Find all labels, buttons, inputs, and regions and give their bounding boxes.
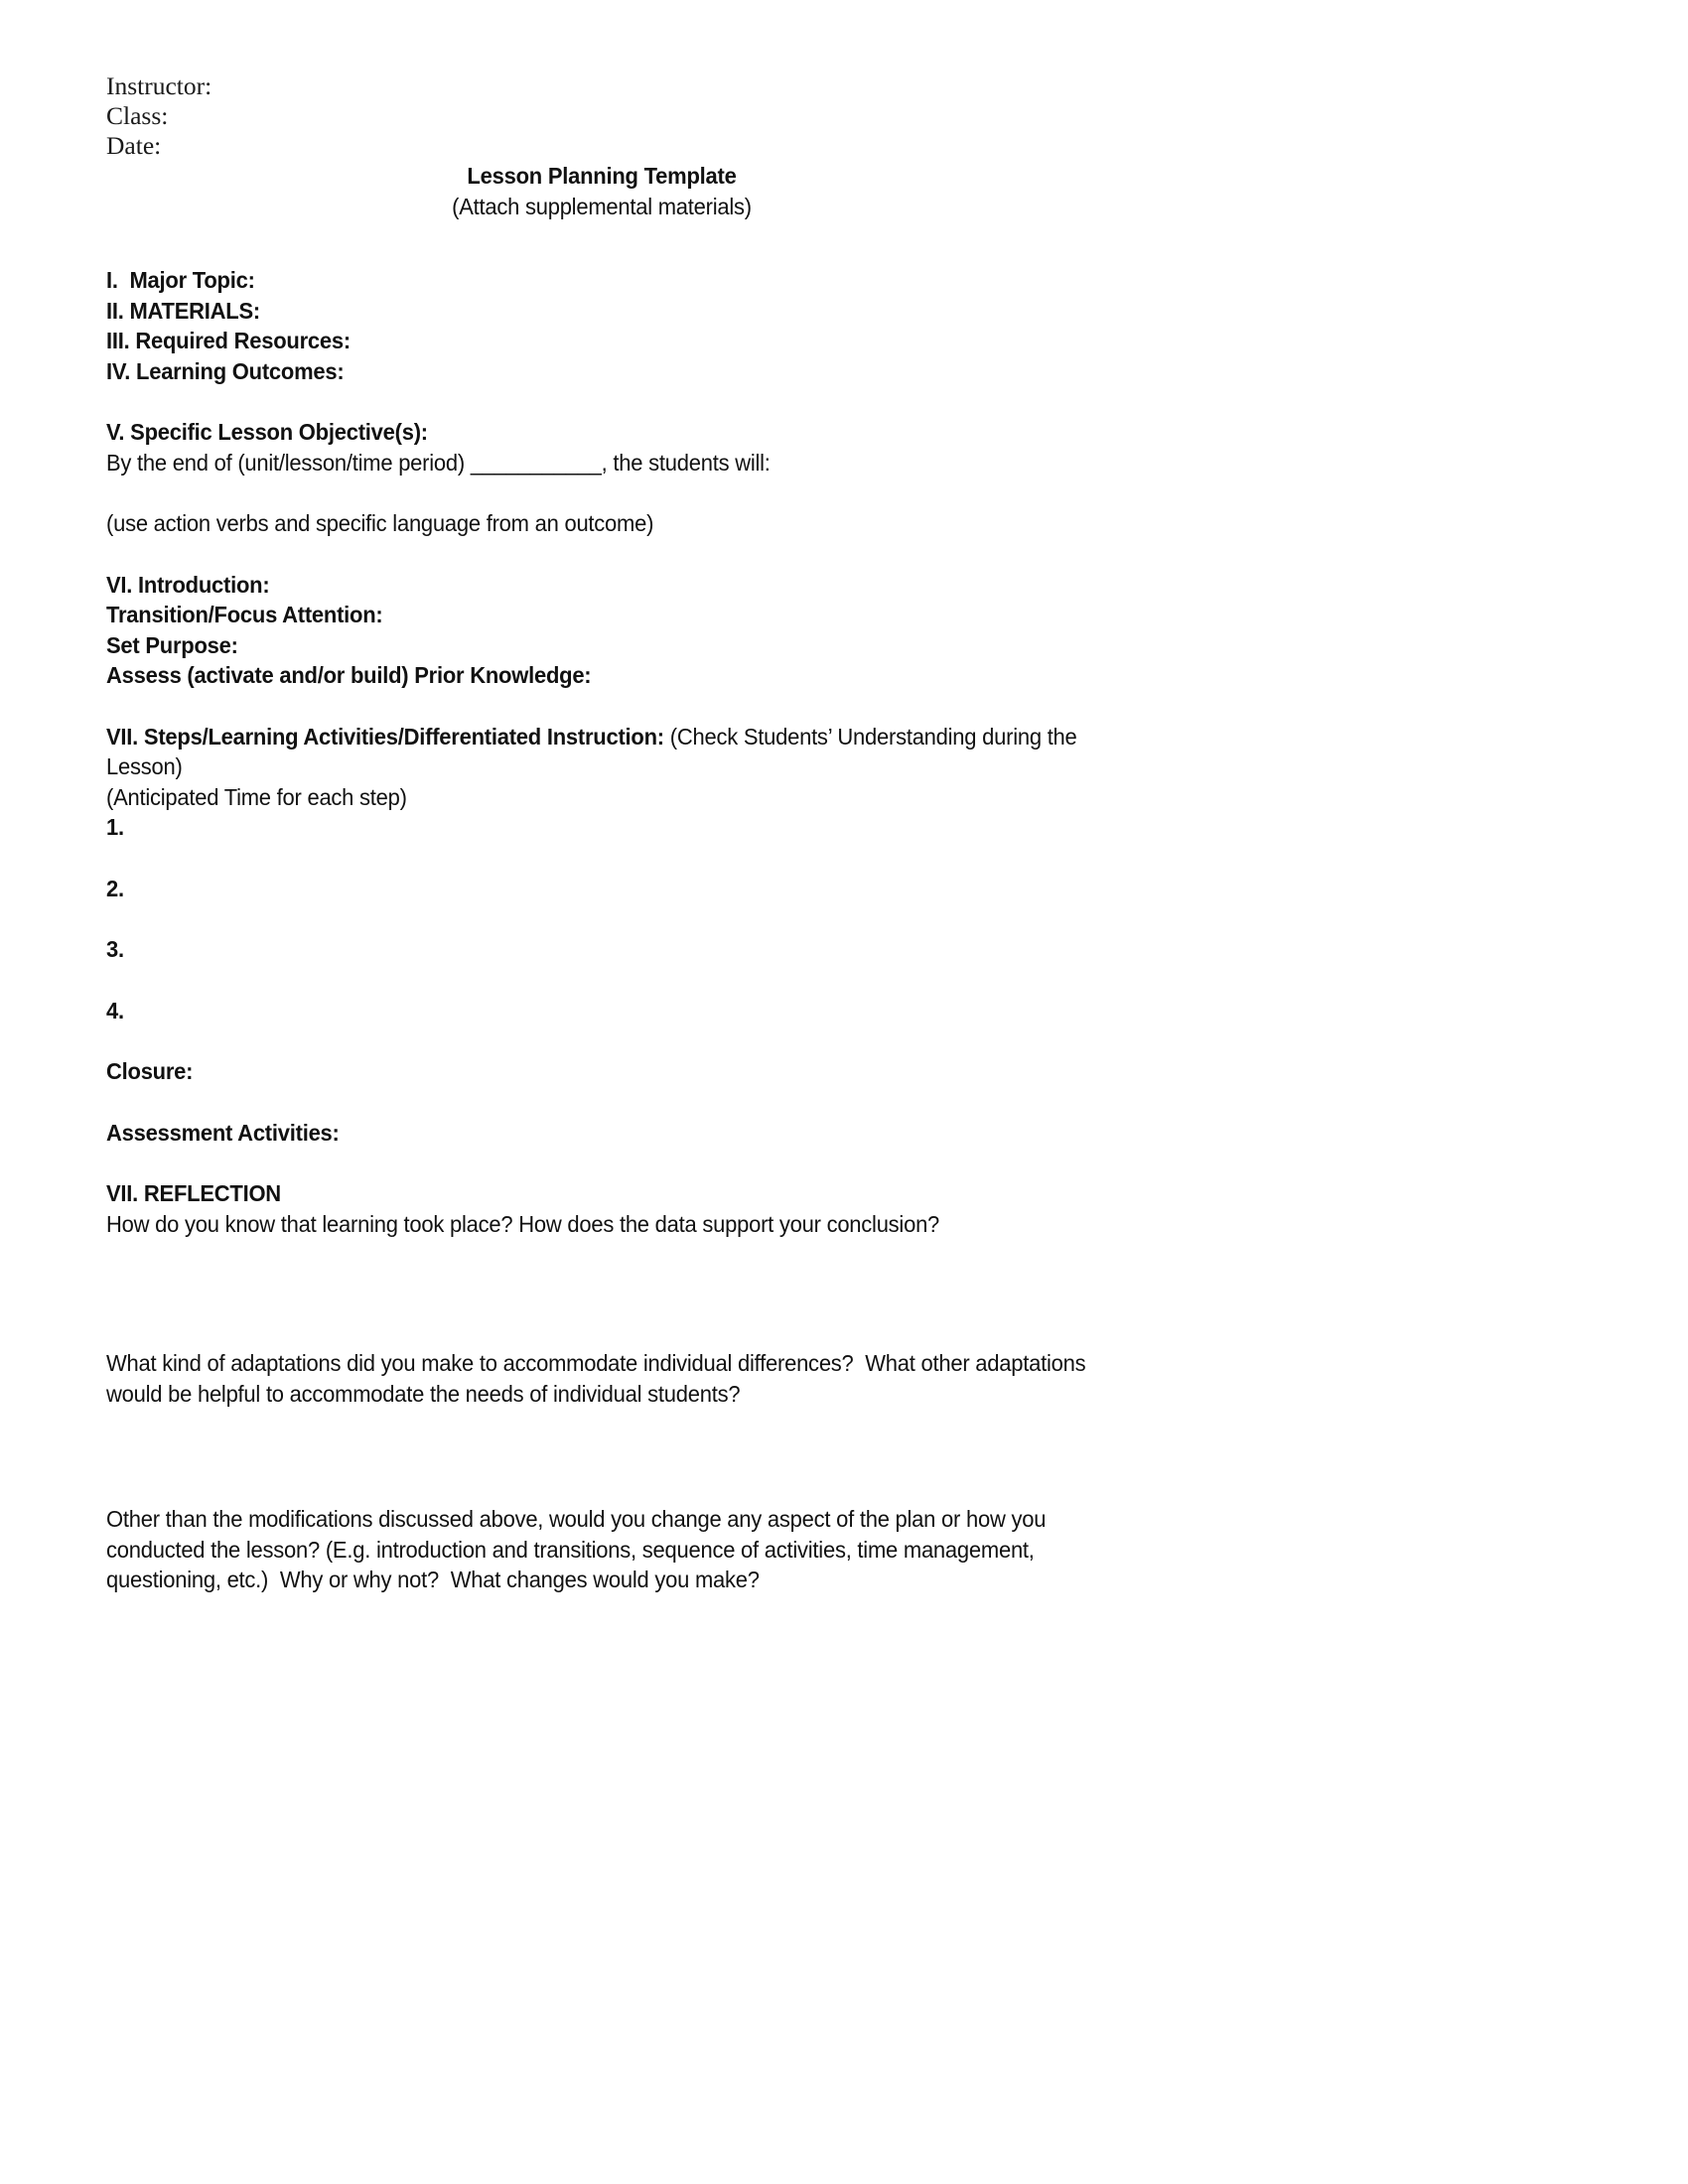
document-body bbox=[106, 71, 1097, 1595]
section-reflection-heading: VII. REFLECTION bbox=[106, 1180, 281, 1206]
section-steps-heading-rest: (Check Students’ Understanding during the Lesson) bbox=[106, 723, 1083, 779]
page-subtitle: (Attach supplemental materials) bbox=[452, 193, 752, 219]
section-assessment-activities: Assessment Activities: bbox=[106, 1119, 340, 1146]
step-item: 1. bbox=[106, 814, 124, 840]
title-block bbox=[106, 161, 1097, 221]
section-set-purpose: Set Purpose: bbox=[106, 631, 238, 658]
section-assess-prior-knowledge: Assess (activate and/or build) Prior Knowledge: bbox=[106, 662, 592, 688]
section-transition-focus: Transition/Focus Attention: bbox=[106, 602, 383, 627]
section-specific-objectives-heading: V. Specific Lesson Objective(s): bbox=[106, 419, 428, 445]
instructor-label: Instructor: bbox=[106, 71, 212, 100]
reflection-question-3: Other than the modifications discussed above, would you change any aspect of the plan or how you conducted the lesson? (E.g. introduction and transitions, sequence of activities, time management, questioning, etc.) Why or why not? What changes would you make? bbox=[106, 1506, 1053, 1592]
step-item: 3. bbox=[106, 936, 124, 962]
reflection-question-2: What kind of adaptations did you make to accommodate individual differences? What other adaptations would be helpful to accommodate the needs of individual students? bbox=[106, 1350, 1092, 1407]
section-steps-subnote: (Anticipated Time for each step) bbox=[106, 783, 407, 810]
section-steps-heading-bold: VII. Steps/Learning Activities/Differentiated Instruction: bbox=[106, 723, 664, 750]
page-title: Lesson Planning Template bbox=[467, 163, 737, 189]
section-learning-outcomes: IV. Learning Outcomes: bbox=[106, 357, 345, 384]
step-item: 4. bbox=[106, 997, 124, 1024]
section-introduction-heading: VI. Introduction: bbox=[106, 571, 270, 598]
section-specific-objectives-body: By the end of (unit/lesson/time period) ___________, the students will: bbox=[106, 449, 771, 476]
section-major-topic: I. Major Topic: bbox=[106, 267, 255, 293]
section-steps-heading bbox=[106, 722, 1098, 782]
class-label: Class: bbox=[106, 101, 169, 130]
section-materials: II. MATERIALS: bbox=[106, 297, 261, 324]
reflection-question-1: How do you know that learning took place? How does the data support your conclusion? bbox=[106, 1210, 940, 1237]
date-label: Date: bbox=[106, 131, 162, 160]
section-closure: Closure: bbox=[106, 1058, 194, 1084]
section-specific-objectives-note: (use action verbs and specific language from an outcome) bbox=[106, 510, 654, 536]
section-required-resources: III. Required Resources: bbox=[106, 328, 351, 353]
step-item: 2. bbox=[106, 875, 124, 901]
